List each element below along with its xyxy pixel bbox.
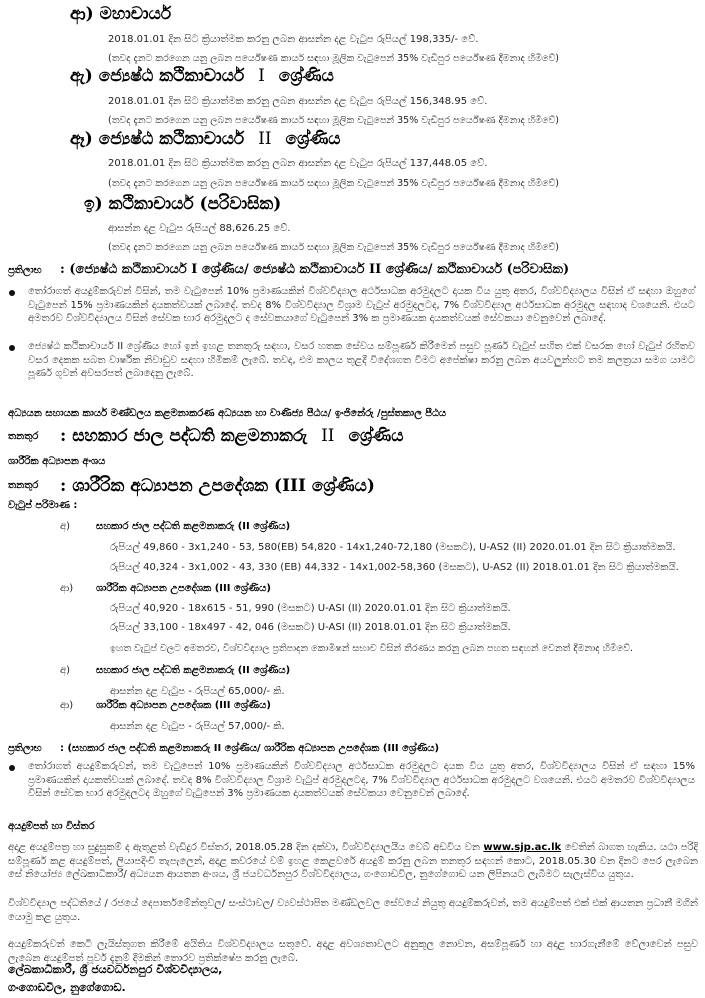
heading-senior-lecturer-1 (70, 66, 334, 86)
heading-text: ඇ) ජ්‍යෙෂ්ඨ කථිකාචාර්ය (70, 66, 245, 86)
applications-para-1 (8, 841, 698, 882)
scale-title: සහකාර ජාල පද්ධති කළමනාකරු (II ශ්‍රේණිය) (96, 521, 291, 532)
scale-line: රුපියල් 40,920 - 18x615 - 51, 990 (මසකට) U-ASI (II) 2020.01.01 දින සිට ක්‍රියාත්මකයි. (110, 603, 511, 614)
scale-title: ශාරීරික අධ්‍යාපන උපදේශක (III ශ්‍රේණිය) (96, 583, 271, 594)
post-title-pe-instructor: : ශාරීරික අධ්‍යාපන උපදේශක (III ශ්‍රේණිය) (60, 476, 375, 496)
applications-para-2: විශ්වවිද්‍යාල පද්ධතියේ / රජයේ දෙපාර්තමේන්තුවල/ සංස්ථාවල/ ව්‍යවස්ථාපිත මණ්ඩලවල සේවයේ නියුතු අයදුම්කරුවන්, තම අයදුම්පත් එක් එක් ආයතන ප්‍රධානී මගින් යොමු කළ යුතුය. (8, 898, 698, 923)
post-title-suffix: ශ්‍රේණිය (348, 426, 404, 446)
list-marker: අ) (60, 521, 71, 532)
grade-numeral: II (321, 426, 335, 446)
bullet-dot (9, 345, 15, 351)
signature-line-1: ලේඛකාධිකාරී, ශ්‍රී ජයවර්ධනපුර විශ්වවිද්‍යාලය, (8, 963, 223, 976)
benefits-title: : (සහකාර ජාල පද්ධති කළමනාකරු II ශ්‍රේණිය/ ශාරීරික අධ්‍යාපන උපදේශක (III ශ්‍රේණිය) (60, 743, 440, 754)
post-title-network-manager (60, 426, 404, 446)
bullet-dot (9, 290, 15, 296)
note-senior-lecturer-1: (තවද දැනට කරගෙන යනු ලබන පර්යේෂණ කාර්ය සඳහා මූලික වැටුපෙන් 35% වැඩිපුර පර්යේෂණ දීමනාද හිමිවේ) (108, 115, 560, 126)
department-line: ශාරීරික අධ්‍යාපන අංශය (8, 456, 106, 467)
note-professor: (තවද දැනට කරගෙන යනු ලබන පර්යේෂණ කාර්ය සඳහා මූලික වැටුපෙන් 35% වැඩිපුර පර්යේෂණ දීමනාද හිමිවේ) (108, 53, 560, 64)
benefits-label: ප්‍රතිලාභ (8, 743, 42, 754)
scale-line: රුපියල් 40,324 - 3x1,002 - 43, 330 (EB) 44,332 - 14x1,002-58,360 (මසකට), U-AS2 (II) 2018.01.01 දින සිට ක්‍රියාත්මකයි. (110, 562, 679, 573)
scale-title: සහකාර ජාල පද්ධති කළමනාකරු (II ශ්‍රේණිය) (96, 665, 291, 676)
signature-line-2: ගංගොඩවිල, නුගේගොඩ. (8, 981, 126, 994)
grade-numeral: II (258, 129, 272, 149)
scale-line: රුපියල් 49,860 - 3x1,240 - 53, 580(EB) 54,820 - 14x1,240-72,180 (මසකට), U-AS2 (II) 2020.01.01 දින සිට ක්‍රියාත්මකයි. (110, 542, 676, 553)
salary-probationary-lecturer: ආසන්න දළ වැටුප රුපියල් 88,626.25 වේ. (108, 223, 291, 234)
note-senior-lecturer-2: (තවද දැනට කරගෙන යනු ලබන පර්යේෂණ කාර්ය සඳහා මූලික වැටුපෙන් 35% වැඩිපුර පර්යේෂණ දීමනාද හිමිවේ) (108, 178, 560, 189)
scale-title: ශාරීරික අධ්‍යාපන උපදේශක (III ශ්‍රේණිය) (96, 700, 271, 711)
applications-text: වෙතින් බාගත හැකිය. යථා පරිදි සම්පූර්ණ කළ අයදුම්පත්, ලියාපදිංචි තැපැලෙන්, අදාළ කවරයේ වම් ඉහළ කෙළවරේ අයදුම් කරනු ලබන තනතුර සඳහන් කොට, 2018.05.30 වන දිනට පෙර ලැබෙන සේ නියෝජ්‍ය ලේඛකාධිකාරී/ අධ්‍යයන ආයතන අංශය, ශ්‍රී ජයවර්ධනපුර විශ්වවිද්‍යාලය, ගංගොඩවිල, නුගේගොඩ යන ලිපිනයට ලැබීමට සැලැස්විය යුතුය. (8, 842, 698, 880)
benefits-title: : (ජ්‍යෙෂ්ඨ කථිකාචාර්ය I ශ්‍රේණිය/ ජ්‍යෙෂ්ඨ කථිකාචාර්ය II ශ්‍රේණිය/ කථිකාචාර්ය (පරිවාසික) (60, 262, 570, 277)
scale-line: ආසන්න දළ වැටුප - රුපියල් 65,000/- කි. (110, 686, 285, 697)
post-label: තනතුර (8, 431, 39, 442)
heading-suffix: ශ්‍රේණිය (285, 129, 341, 149)
salary-professor: 2018.01.01 දින සිට ක්‍රියාත්මක කරනු ලබන ආසන්න දළ වැටුප රුපියල් 198,335/- වේ. (108, 34, 479, 45)
benefit-bullet-provident: තෝරාගත් අයදුම්කරුවන්, තම වැටුපෙන් 10% ප්‍රමාණයකින් විශ්වවිද්‍යාල අර්ථසාධක අරමුදලට දායක විය යුතු අතර, විශ්වවිද්‍යාලය විසින් ඒ සඳහා 15% ප්‍රමාණයකින් දායකත්වයක් ලබාදේ. තවද 8% විශ්වවිද්‍යාල විශ්‍රාම වැටුප් අරමුදලටද, 7% විශ්වවිද්‍යාල අර්ථසාධක අරමුදලට වශයෙනි. එයට අමතරව විශ්වවිද්‍යාලය විසින් සේවක භාර අරමුදලටද ඔහුගේ වැටුපෙන් 3% ප්‍රමාණයක දායකත්වයක් සේවකයා වෙනුවෙන් ලබාදේ. (28, 761, 695, 799)
heading-senior-lecturer-2 (70, 129, 341, 149)
grade-numeral: I (258, 66, 265, 86)
website-link[interactable]: www.sjp.ac.lk (483, 842, 562, 853)
applications-text: අදාළ අයදුම්පත්‍ර හා සුදුසුකම් ද ඇතුළත් වැඩිදුර විස්තර, 2018.05.28 දින දක්වා, විශ්වවිද්‍යාලයීය වෙබ් අඩවිය වන (8, 842, 480, 853)
salary-scale-label: වැටුප් පරිමාණ : (8, 500, 78, 511)
benefit-bullet-sabbatical: ජ්‍යෙෂ්ඨ කථිකාචාර්ය II ශ්‍රේණිය හෝ ඉන් ඉහළ තනතුරු සඳහා, වසර හතක සේවය සම්පූර්ණ කිරීමෙන් පසුව පූර්ණ වැටුප් සහිත එක් වසරක හෝ වැටුප් රහිතව වසර දෙකක සබත වාර්ෂික නිවාඩුව සඳහා හිමිකම් ලැබේ. තවද, එම කාලය තුළදී විදේශගත වීමට අපේක්ෂා කරනු ලබන අයවලුන්හට තම කලත්‍රයා සමග යාමට පූර්ණ ගුවන් අවසරපත් ලබාදෙනු ලැබේ. (28, 341, 695, 379)
heading-suffix: ශ්‍රේණිය (278, 66, 334, 86)
scale-note: ඉහත වැටුප් වලට අමතරව, විශ්වවිද්‍යාල ප්‍රතිපාදන කොමිෂන් සභාව විසින් තීරණය කරනු ලබන පහත සඳහන් වෙනත් දීමනාද හිමිවේ. (110, 643, 634, 654)
benefit-bullet-provident: තෝරාගත් අයදුම්කරුවන් විසින්, තම වැටුපෙන් 10% ප්‍රමාණයකින් විශ්වවිද්‍යාල අර්ථසාධක අරමුදලට දායක විය යුතු අතර, විශ්වවිද්‍යාලය විසින් ඒ සඳහා ඔහුගේ වැටුපෙන් 15% ප්‍රමාණයකින් දායකත්වයක් ලබාදේ. තවද 8% විශ්වවිද්‍යාල විශ්‍රාම වැටුප් අරමුදලටද, 7% විශ්වවිද්‍යාල අර්ථසාධක අරමුදල සඳහාද වශයෙනි. එයට අමතරව විශ්වවිද්‍යාලය විසින් සේවක භාර අරමුදලට ද සේවකයාගේ වැටුපෙන් 3% ක ප්‍රමාණයක දායකත්වයක් සේවකයා වෙනුවෙන් ලබාදේ. (28, 286, 695, 324)
heading-probationary-lecturer: ඉ) කථිකාචාර්ය (පරිවාසික) (84, 194, 282, 214)
note-probationary-lecturer: (තවද දැනට කරගෙන යනු ලබන පර්යේෂණ කාර්ය සඳහා මූලික වැටුපෙන් 35% වැඩිපුර පර්යේෂණ දීමනාද හිමිවේ) (108, 242, 560, 253)
applications-para-3: අයදුම්කරුවන් කෙටි ලැයිස්තුගත කිරීමේ අයිතිය විශ්වවිද්‍යාලය සතුවේ. අදාළ අවශ්‍යතාවලට අනුකූල නොවන, අසම්පූර්ණ හා අදාළ භාරගැනීමේ වේලාවෙන් පසුව ලැබෙන අයදුම්පත් පූර්ව දැනුම් දීමකින් තොරව ප්‍රතික්ෂේප කරනු ලැබේ. (8, 939, 698, 964)
list-marker: අ) (60, 665, 71, 676)
salary-senior-lecturer-1: 2018.01.01 දින සිට ක්‍රියාත්මක කරනු ලබන ආසන්න දළ වැටුප රුපියල් 156,348.95 වේ. (108, 96, 488, 107)
benefits-label: ප්‍රතිලාභ (8, 265, 42, 276)
post-label: තනතුර (8, 480, 39, 491)
post-title-text: : සහකාර ජාල පද්ධති කළමනාකරු (60, 426, 308, 446)
scale-line: ආසන්න දළ වැටුප - රුපියල් 57,000/- කි. (110, 721, 285, 732)
bullet-dot (9, 765, 15, 771)
list-marker: ආ) (60, 700, 74, 711)
applications-heading: අයදුම්පත් හා විස්තර (8, 821, 95, 832)
list-marker: ආ) (60, 583, 74, 594)
salary-senior-lecturer-2: 2018.01.01 දින සිට ක්‍රියාත්මක කරනු ලබන ආසන්න දළ වැටුප රුපියල් 137,448.05 වේ. (108, 158, 488, 169)
heading-professor: ආ) මහාචාර්ය (70, 4, 172, 24)
faculty-line: අධ්‍යයන සහායක කාර්ය මණ්ඩලය කළමනාකරණ අධ්‍යයන හා වාණිජ්‍ය පීඨය/ ඉංජිනේරු /පුස්තකාල පීඨය (8, 408, 447, 419)
scale-line: රුපියල් 33,100 - 18x497 - 42, 046 (මසකට) U-ASI (II) 2018.01.01 දින සිට ක්‍රියාත්මකයි. (110, 622, 511, 633)
heading-text: ඈ) ජ්‍යෙෂ්ඨ කථිකාචාර්ය (70, 129, 245, 149)
